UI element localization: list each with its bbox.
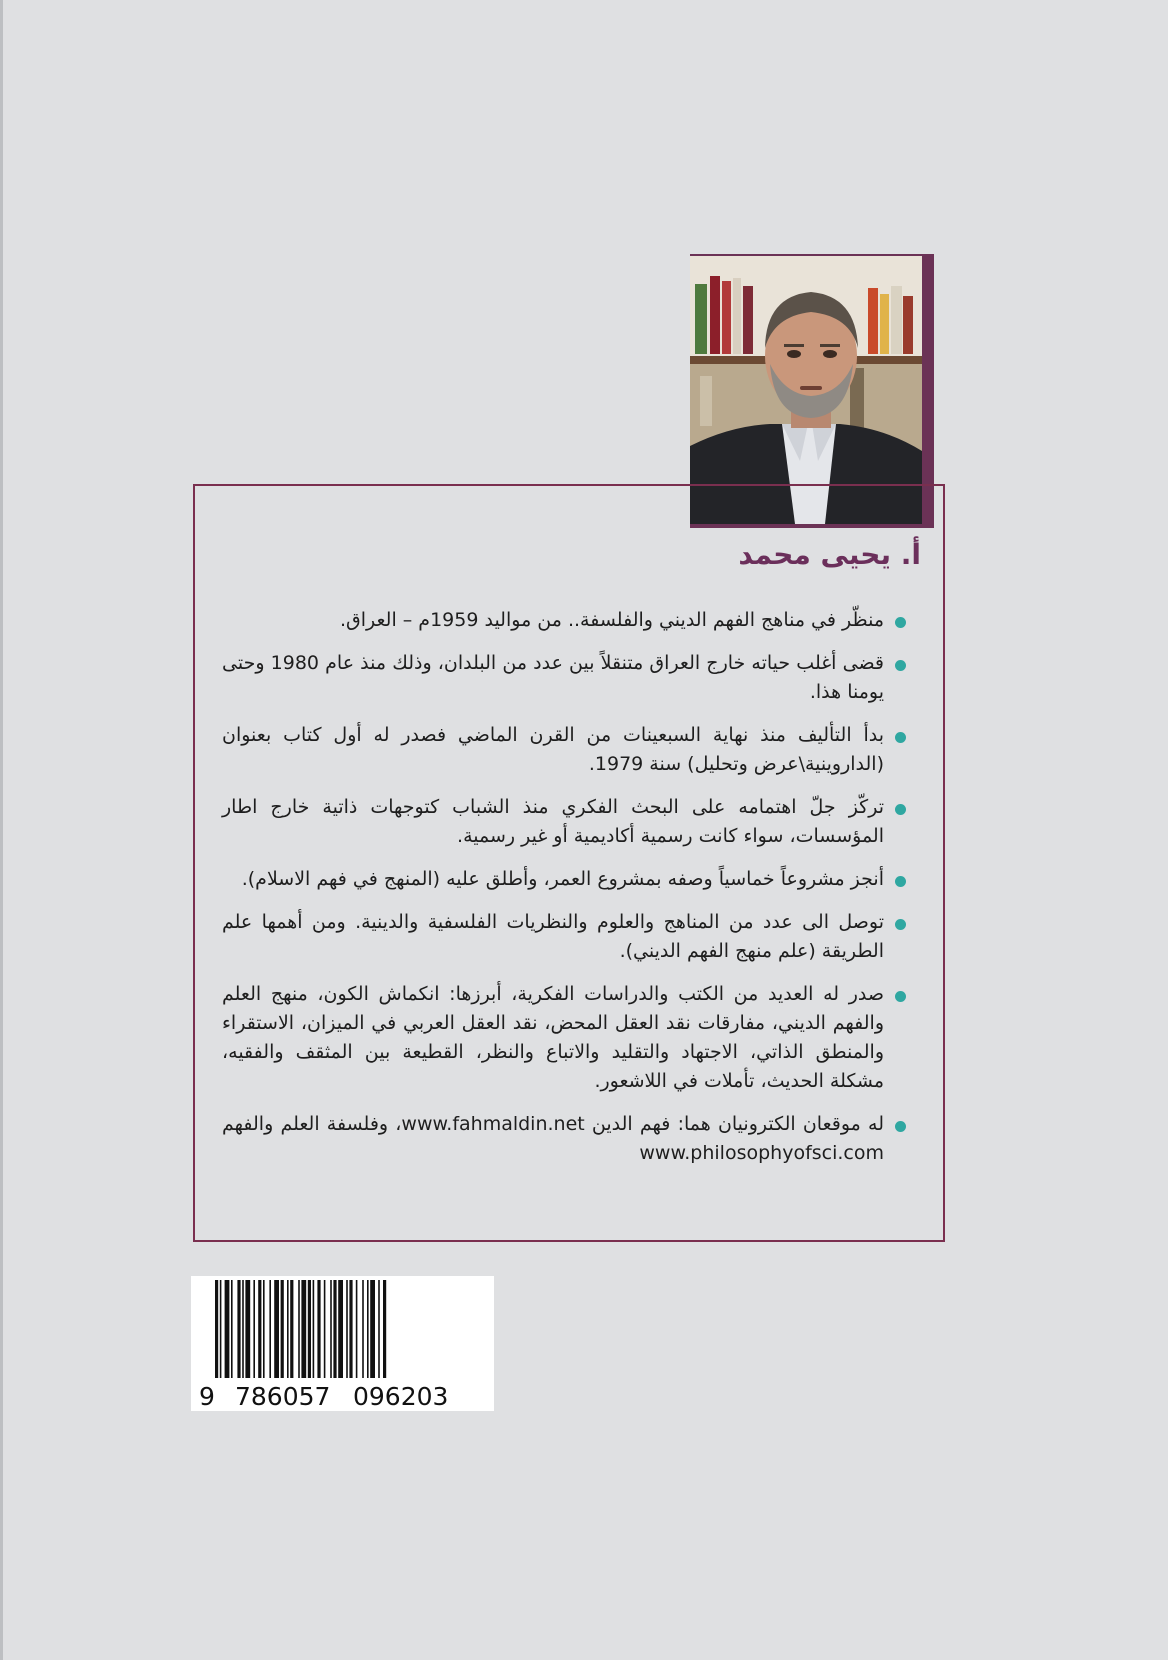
bullet-icon bbox=[895, 660, 906, 671]
bio-text: أنجز مشروعاً خماسياً وصفه بمشروع العمر، وأطلق عليه (المنهج في فهم الاسلام). bbox=[241, 868, 884, 890]
barcode-bar bbox=[290, 1280, 293, 1378]
barcode-bar bbox=[349, 1280, 352, 1378]
bullet-icon bbox=[895, 876, 906, 887]
barcode-bar bbox=[274, 1280, 279, 1378]
left-edge-line bbox=[0, 0, 3, 1660]
bullet-icon bbox=[895, 732, 906, 743]
bio-item bbox=[222, 908, 906, 966]
bio-item bbox=[222, 980, 906, 1096]
barcode-bar bbox=[225, 1280, 230, 1378]
barcode-bar bbox=[245, 1280, 250, 1378]
bullet-icon bbox=[895, 919, 906, 930]
barcode-bar bbox=[313, 1280, 315, 1378]
barcode-bar bbox=[287, 1280, 289, 1378]
bio-item bbox=[222, 1110, 906, 1168]
barcode-bar bbox=[308, 1280, 311, 1378]
barcode-bar bbox=[242, 1280, 244, 1378]
barcode-digits bbox=[191, 1382, 494, 1410]
barcode-bar bbox=[263, 1280, 265, 1378]
barcode-bar bbox=[356, 1280, 358, 1378]
author-name: أ. يحيى محمد bbox=[738, 538, 921, 571]
barcode-bar bbox=[330, 1280, 332, 1378]
barcode-bar bbox=[231, 1280, 233, 1378]
bio-item bbox=[222, 649, 906, 707]
barcode-bar bbox=[237, 1280, 240, 1378]
bullet-icon bbox=[895, 1121, 906, 1132]
barcode-bar bbox=[362, 1280, 364, 1378]
barcode-bar bbox=[346, 1280, 348, 1378]
barcode-bar bbox=[253, 1280, 255, 1378]
barcode-bar bbox=[367, 1280, 369, 1378]
barcode-digit-group: 096203 bbox=[353, 1382, 449, 1411]
barcode-bar bbox=[383, 1280, 386, 1378]
barcode-bar bbox=[301, 1280, 306, 1378]
bio-text: بدأ التأليف منذ نهاية السبعينات من القرن الماضي فصدر له أول كتاب بعنوان (الداروينية\عرض وتحليل) سنة 1979. bbox=[222, 724, 884, 775]
bio-text: له موقعان الكترونيان هما: فهم الدين www.fahmaldin.net، وفلسفة العلم والفهم www.philosophyofsci.com bbox=[222, 1113, 884, 1164]
barcode-digit-group: 9 bbox=[199, 1382, 215, 1411]
bio-text: منظّر في مناهج الفهم الديني والفلسفة.. من مواليد 1959م – العراق. bbox=[339, 609, 884, 631]
barcode-bar bbox=[281, 1280, 284, 1378]
barcode-digit-group: 786057 bbox=[235, 1382, 331, 1411]
barcode-bar bbox=[338, 1280, 343, 1378]
barcode-bar bbox=[298, 1280, 300, 1378]
barcode-bars bbox=[191, 1276, 494, 1382]
bio-text: تركّز جلّ اهتمامه على البحث الفكري منذ الشباب كتوجهات ذاتية خارج اطار المؤسسات، سواء كانت رسمية أكاديمية أو غير رسمية. bbox=[222, 796, 884, 847]
barcode-bar bbox=[215, 1280, 218, 1378]
bio-item bbox=[222, 865, 906, 894]
barcode-bar bbox=[258, 1280, 261, 1378]
barcode-bar bbox=[370, 1280, 375, 1378]
bullet-icon bbox=[895, 991, 906, 1002]
bio-text: توصل الى عدد من المناهج والعلوم والنظريات الفلسفية والدينية. ومن أهمها علم الطريقة (علم منهج الفهم الديني). bbox=[222, 911, 884, 962]
isbn-barcode bbox=[191, 1276, 494, 1411]
bio-text: صدر له العديد من الكتب والدراسات الفكرية، أبرزها: انكماش الكون، منهج العلم والفهم الديني، مفارقات نقد العقل المحض، نقد العقل العربي في الميزان، الاستقراء والمنطق الذاتي، الاجتهاد والتقليد والاتباع والنظر، القطيعة بين المثقف والفقيه، مشكلة الحديث، تأملات في اللاشعور. bbox=[222, 983, 884, 1092]
bio-item bbox=[222, 793, 906, 851]
barcode-bar bbox=[269, 1280, 271, 1378]
bullet-icon bbox=[895, 617, 906, 628]
barcode-bar bbox=[317, 1280, 320, 1378]
barcode-bar bbox=[333, 1280, 336, 1378]
bullet-icon bbox=[895, 804, 906, 815]
bio-text: قضى أغلب حياته خارج العراق متنقلاً بين عدد من البلدان، وذلك منذ عام 1980 وحتى يومنا هذا. bbox=[222, 652, 885, 703]
barcode-bar bbox=[324, 1280, 326, 1378]
bio-item bbox=[222, 606, 906, 635]
bio-list bbox=[222, 606, 906, 1182]
bio-item bbox=[222, 721, 906, 779]
barcode-bar bbox=[378, 1280, 380, 1378]
barcode-bar bbox=[220, 1280, 222, 1378]
